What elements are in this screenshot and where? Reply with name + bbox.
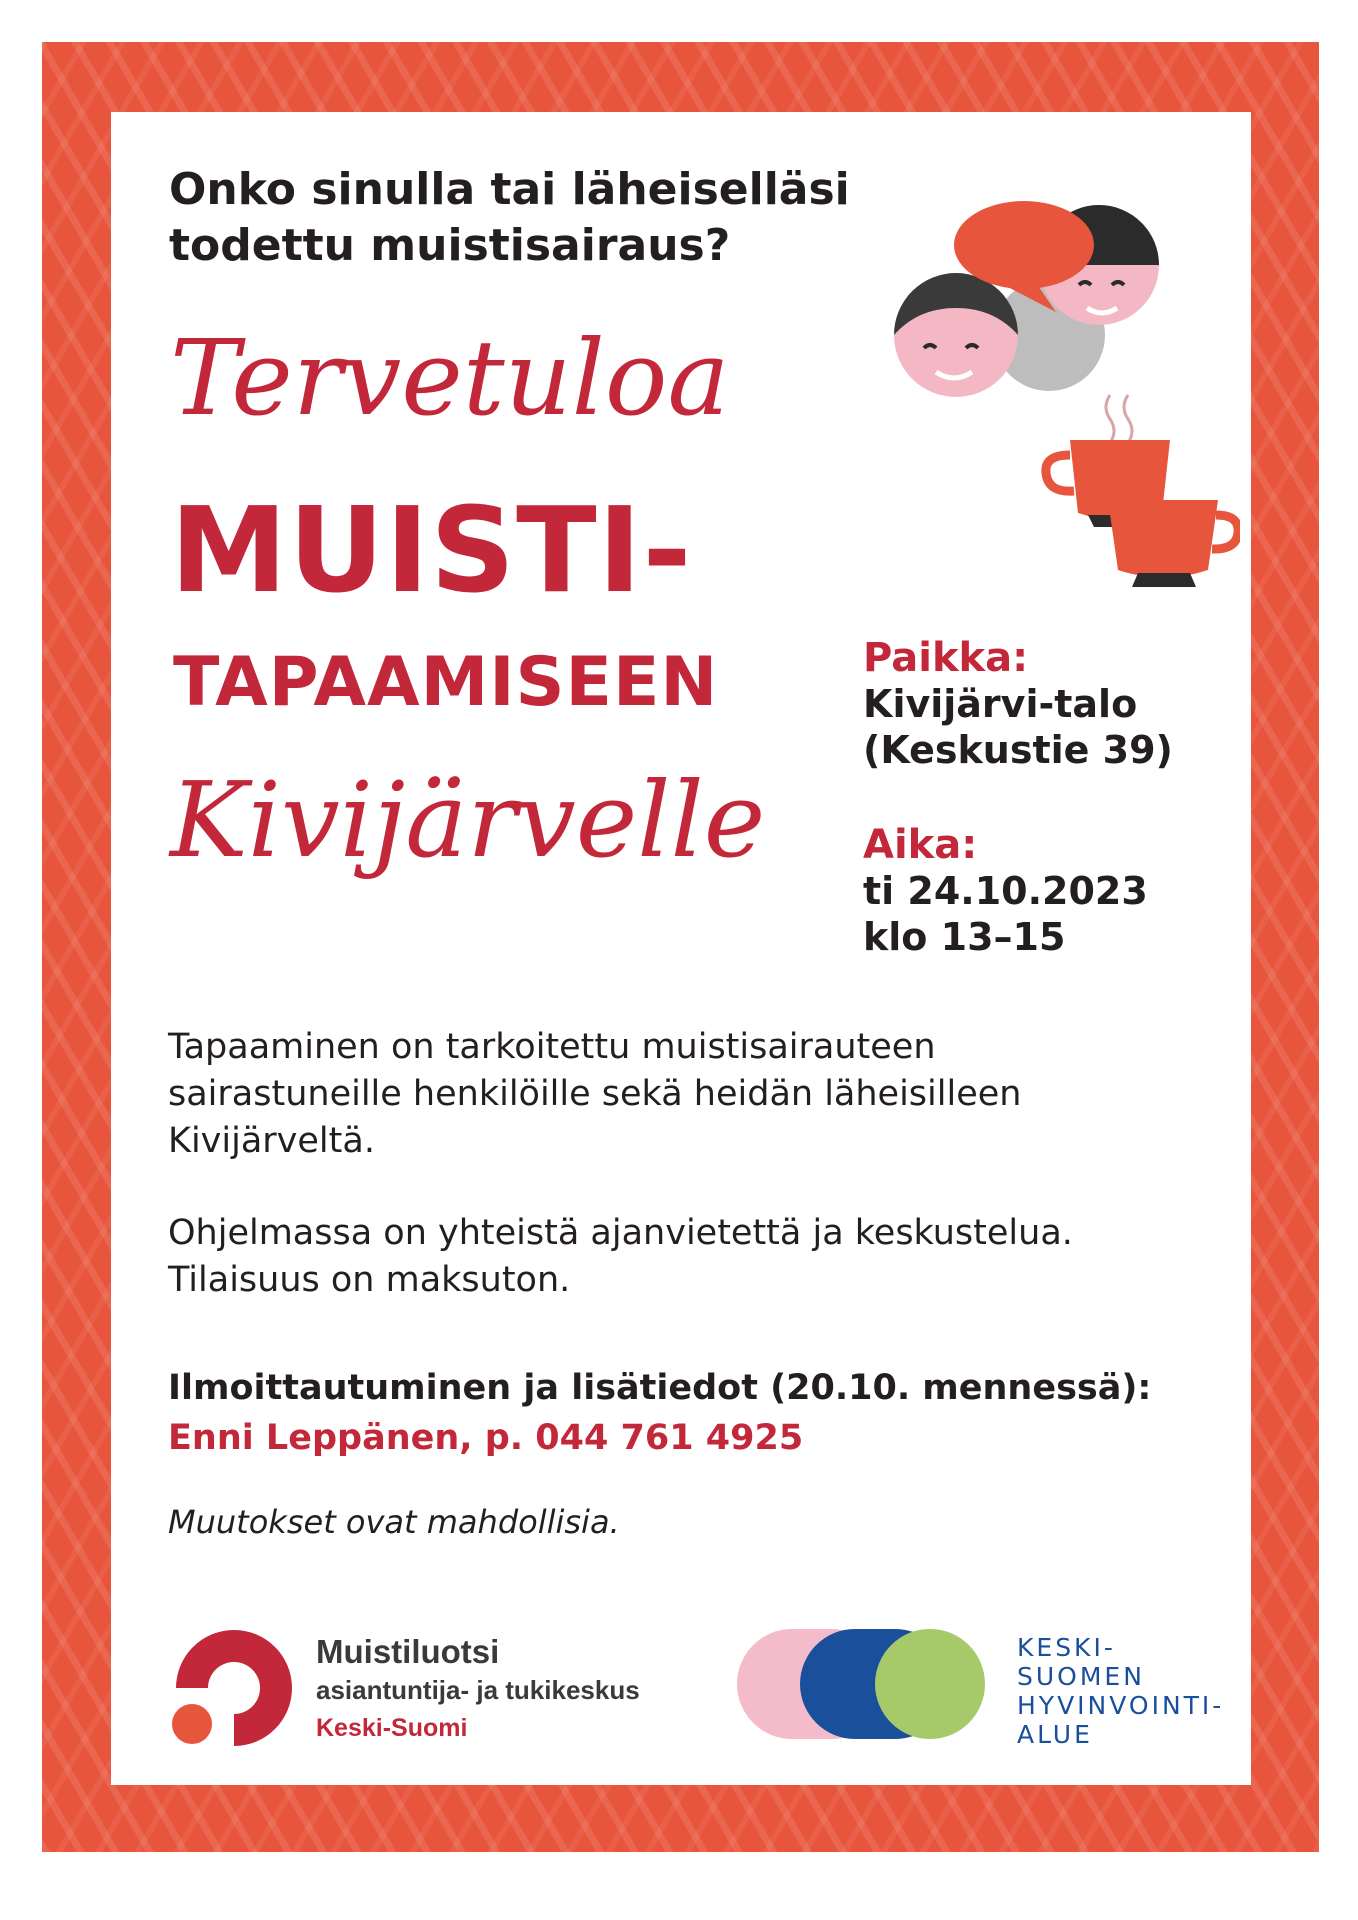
place-block [863,635,1173,773]
muistiluotsi-subtitle: asiantuntija- ja tukikeskus [316,1675,640,1705]
muistiluotsi-title: Muistiluotsi [316,1633,500,1670]
description-line: sairastuneille henkilöille sekä heidän läheisilleen [168,1074,1022,1114]
welcome-script-text: Tervetuloa [170,317,730,439]
speech-bubble-faces-illustration [884,200,1204,410]
contact-info: Enni Leppänen, p. 044 761 4925 [168,1418,804,1458]
place-address: (Keskustie 39) [863,728,1173,772]
hyvinvointialue-line3: HYVINVOINTI- [1017,1691,1225,1720]
description-paragraph-1 [168,1024,1188,1165]
hyvinvointialue-line1: KESKI- [1017,1633,1116,1662]
time-hours: klo 13–15 [863,915,1066,959]
location-script-text: Kivijärvelle [170,759,766,881]
muistiluotsi-region: Keski-Suomi [316,1714,468,1742]
coffee-cups-illustration [1040,385,1240,600]
intro-question-line1: Onko sinulla tai läheiselläsi [169,164,850,215]
changes-note: Muutokset ovat mahdollisia. [168,1503,620,1541]
hyvinvointialue-line2: SUOMEN [1017,1662,1145,1691]
time-label: Aika: [863,822,978,868]
description-line: Tilaisuus on maksuton. [168,1260,571,1300]
muistiluotsi-logo-mark [168,1628,298,1752]
description-line: Kivijärveltä. [168,1121,375,1161]
description-paragraph-2 [168,1210,1188,1304]
time-date: ti 24.10.2023 [863,869,1148,913]
description-line: Tapaaminen on tarkoitettu muistisairauteen [168,1027,936,1067]
intro-question-line2: todettu muistisairaus? [169,220,731,271]
hyvinvointialue-line4: ALUE [1017,1720,1093,1749]
place-label: Paikka: [863,635,1029,681]
headline-tapaamiseen: TAPAAMISEEN [173,643,719,722]
time-block [863,822,1148,960]
intro-question [169,162,929,274]
description-line: Ohjelmassa on yhteistä ajanvietettä ja keskustelua. [168,1213,1073,1253]
headline-muisti: MUISTI- [170,481,693,619]
registration-heading: Ilmoittautuminen ja lisätiedot (20.10. mennessä): [168,1368,1152,1408]
place-name: Kivijärvi-talo [863,682,1138,726]
hyvinvointialue-logo-mark [735,1627,995,1742]
